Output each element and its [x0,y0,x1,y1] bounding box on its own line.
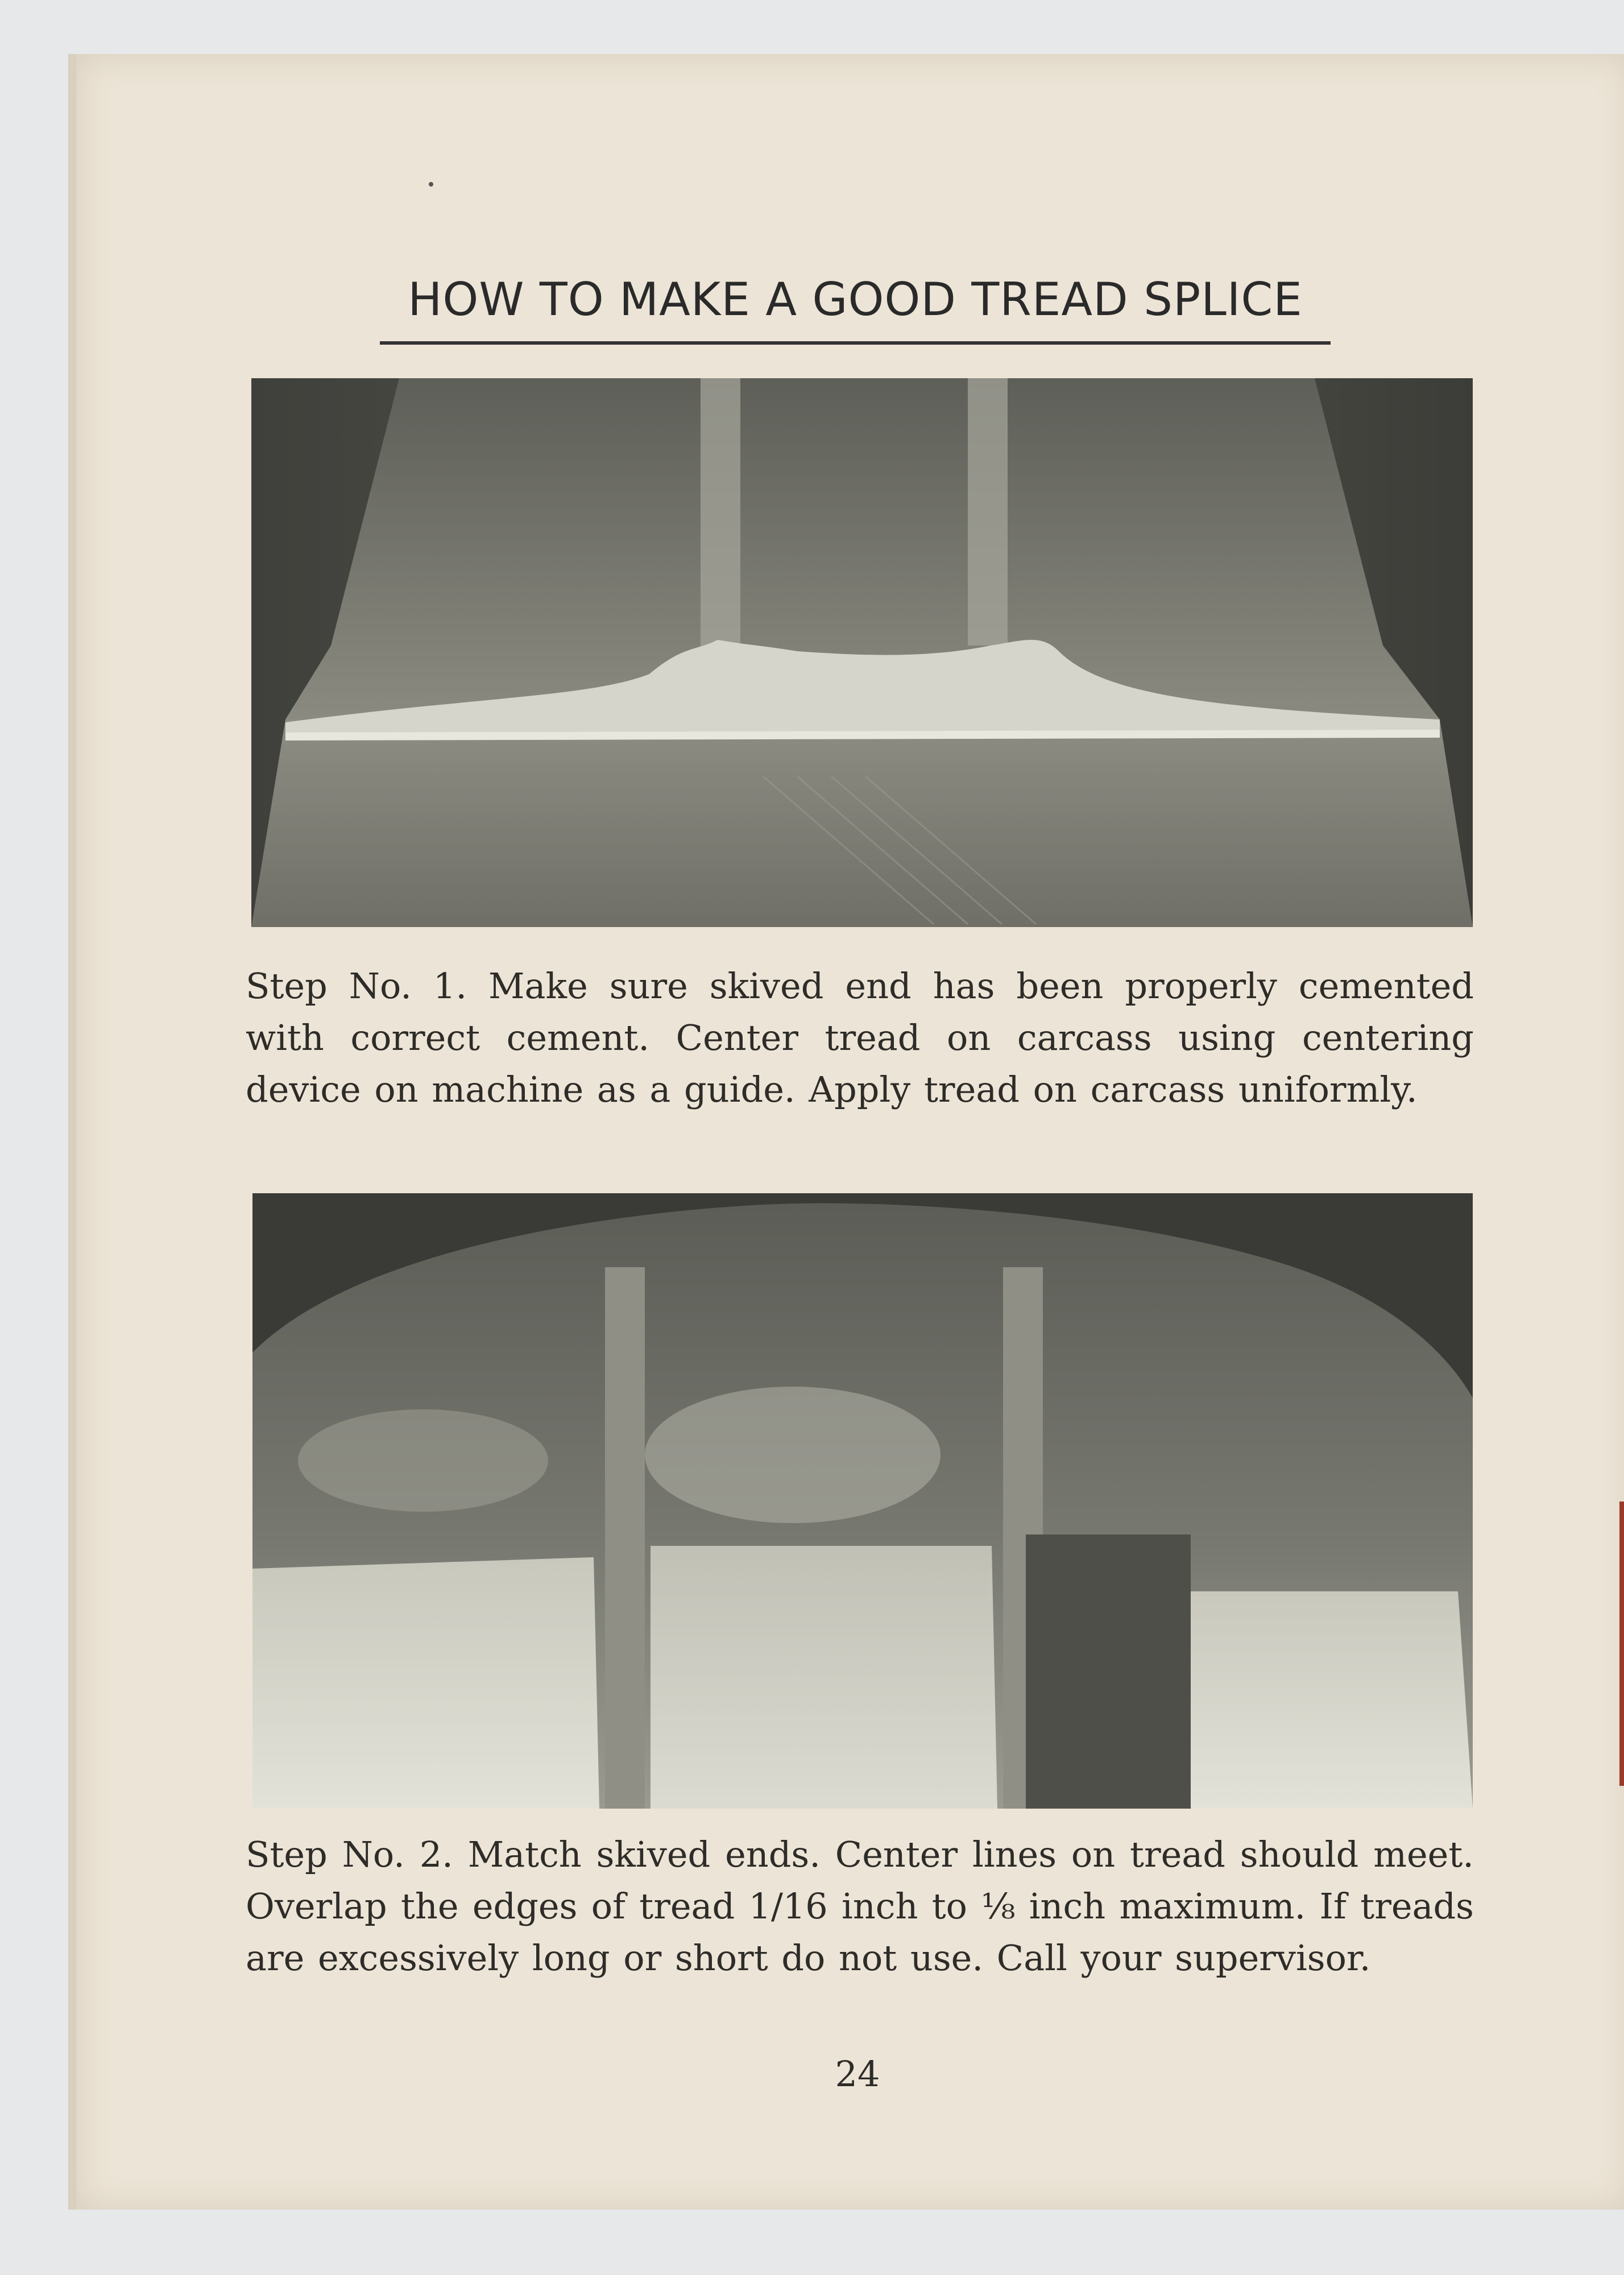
adjacent-page-edge [1619,1502,1624,1786]
page-number: 24 [835,2053,880,2095]
step-1-caption: Step No. 1. Make sure skived end has been properly cemented with correct cement. Center tread on carcass using centering device on machine as a guide. Apply tread on carcass uniformly. [246,965,1474,1110]
title-underline [380,341,1331,345]
photo-step-2 [252,1193,1473,1809]
step-2-caption: Step No. 2. Match skived ends. Center lines on tread should meet. Overlap the edges of tread 1/16 inch to ⅛ inch maximum. If treads are excessively long or short do not use. Call your supervisor. [246,1834,1474,1979]
page-mark [429,182,433,187]
photo-step-1 [251,378,1473,927]
page-title: HOW TO MAKE A GOOD TREAD SPLICE [408,273,1303,326]
